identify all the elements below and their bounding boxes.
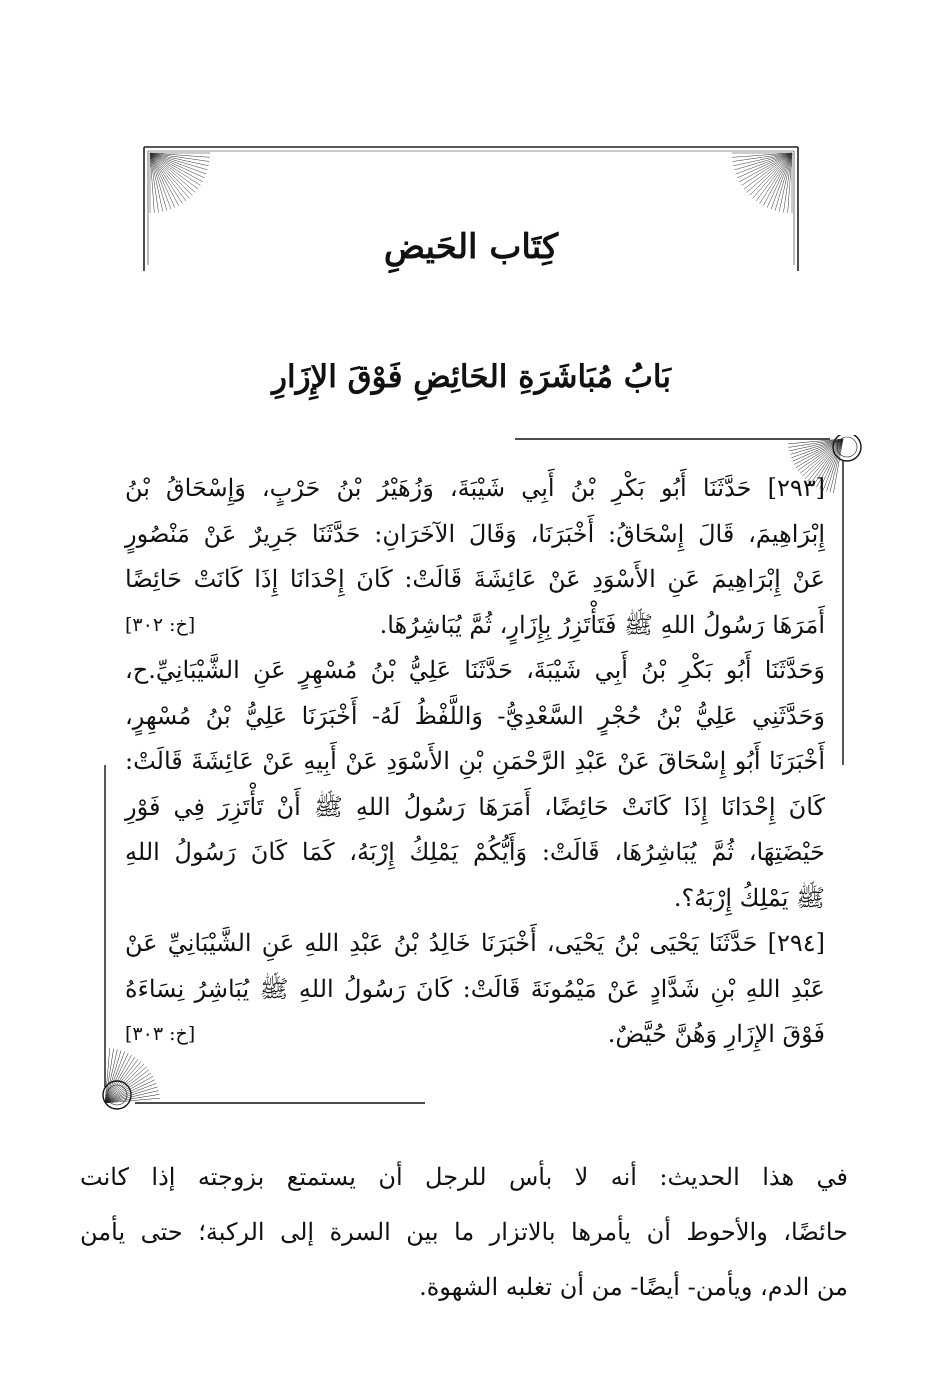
- commentary-line: من الدم، ويأمن- أيضًا- من أن تغلبه الشهوة.: [419, 1273, 848, 1301]
- chapter-title: بَابُ مُبَاشَرَةِ الحَائِضِ فَوْقَ الإِزَارِ: [271, 359, 671, 395]
- reference-bukhari-302: [خ: ٣٠٢]: [125, 613, 196, 636]
- hadith-line: ﷺ يَمْلِكُ إِرْبَهُ؟.: [673, 883, 825, 912]
- hadith-line-with-ref: [125, 1012, 825, 1058]
- book-title: كِتَاب الحَيضِ: [383, 227, 559, 267]
- hadith-line-with-ref: [125, 603, 825, 649]
- hadith-line: [٢٩٤] حَدَّثَنَا يَحْيَى بْنُ يَحْيَى، أَخْبَرَنَا خَالِدُ بْنُ عَبْدِ اللهِ عَنِ الشَّيْبَانِيِّ عَنْ: [125, 929, 825, 957]
- commentary: [80, 1150, 848, 1315]
- hadith-line: عَنْ إِبْرَاهِيمَ عَنِ الأَسْوَدِ عَنْ عَائِشَةَ قَالَتْ: كَانَ إِحْدَانَا إِذَا كَانَتْ حَائِضًا: [125, 565, 825, 593]
- hadith-line: إِبْرَاهِيمَ، قَالَ إِسْحَاقُ: أَخْبَرَنَا، وَقَالَ الآخَرَانِ: حَدَّثَنَا جَرِيرٌ عَنْ مَنْصُورٍ: [125, 519, 825, 548]
- hadith-line: عَبْدِ اللهِ بْنِ شَدَّادٍ عَنْ مَيْمُونَةَ قَالَتْ: كَانَ رَسُولُ اللهِ ﷺ يُبَاشِرُ نِسَاءَهُ: [125, 974, 825, 1003]
- reference-bukhari-303: [خ: ٣٠٣]: [125, 1023, 196, 1045]
- hadith-line: أَخْبَرَنَا أَبُو إِسْحَاقَ عَنْ عَبْدِ الرَّحْمَنِ بْنِ الأَسْوَدِ عَنْ أَبِيهِ عَنْ عَائِشَةَ قَالَتْ:: [125, 747, 825, 775]
- commentary-line: حائضًا، والأحوط أن يأمرها بالاتزار ما بين السرة إلى الركبة؛ حتى يأمن: [80, 1218, 848, 1246]
- hadith-line: كَانَ إِحْدَانَا إِذَا كَانَتْ حَائِضًا، أَمَرَهَا رَسُولُ اللهِ ﷺ أَنْ تَأْتَزِرَ فِي فَوْرِ: [125, 792, 825, 821]
- hadith-text: [125, 466, 825, 1058]
- commentary-line: في هذا الحديث: أنه لا بأس للرجل أن يستمتع بزوجته إذا كانت: [80, 1163, 848, 1191]
- hadith-line: أَمَرَهَا رَسُولُ اللهِ ﷺ فَتَأْتَزِرُ بِإِزَارٍ، ثُمَّ يُبَاشِرُهَا.: [379, 610, 825, 639]
- hadith-line: [٢٩٣] حَدَّثَنَا أَبُو بَكْرِ بْنُ أَبِي شَيْبَةَ، وَزُهَيْرُ بْنُ حَرْبٍ، وَإِسْحَاقُ بْنُ: [125, 474, 825, 502]
- hadith-line: وَحَدَّثَنِي عَلِيُّ بْنُ حُجْرٍ السَّعْدِيُّ- وَاللَّفْظُ لَهُ- أَخْبَرَنَا عَلِيُّ بْنُ مُسْهِرٍ،: [125, 701, 825, 730]
- hadith-line: وَحَدَّثَنَا أَبُو بَكْرِ بْنُ أَبِي شَيْبَةَ، حَدَّثَنَا عَلِيُّ بْنُ مُسْهِرٍ عَنِ الشَّيْبَانِيِّ.ح،: [125, 656, 825, 684]
- hadith-line: حَيْضَتِهَا، ثُمَّ يُبَاشِرُهَا، قَالَتْ: وَأَيُّكُمْ يَمْلِكُ إِرْبَهُ، كَمَا كَانَ رَسُولُ اللهِ: [125, 838, 825, 866]
- hadith-line: فَوْقَ الإِزَارِ وَهُنَّ حُيَّضٌ.: [607, 1020, 825, 1048]
